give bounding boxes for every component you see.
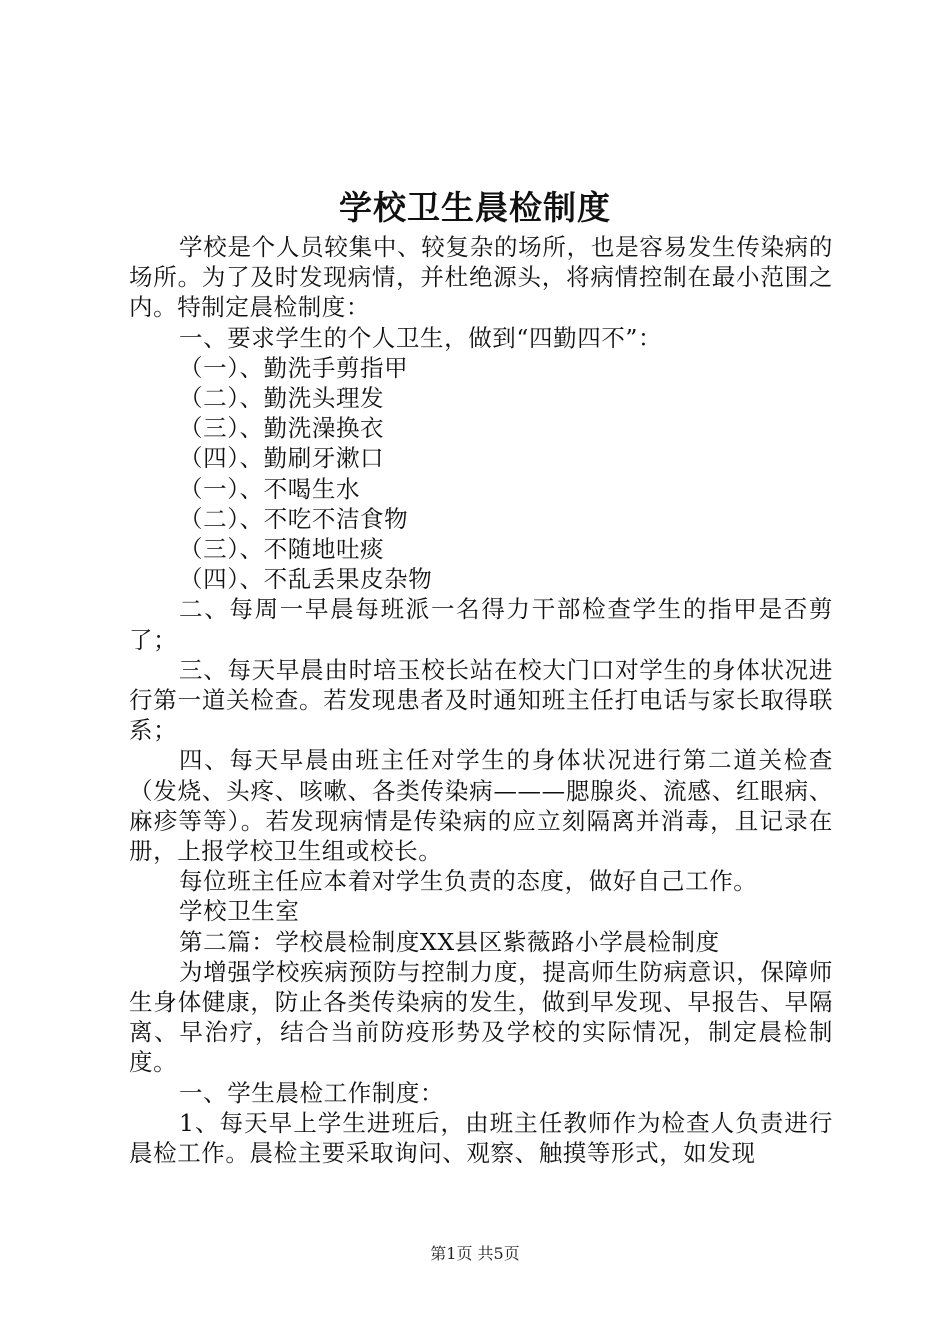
page-footer: 第1页 共5页 [430,1244,520,1263]
intro-paragraph: 学校是个人员较集中、较复杂的场所，也是容易发生传染病的场所。为了及时发现病情，并杜绝源头，将病情控制在最小范围之内。特制定晨检制度： [129,233,833,322]
list-item: （二）、勤洗头理发 [179,384,385,413]
document-body [129,232,833,1168]
body-paragraph: 三、每天早晨由时培玉校长站在校大门口对学生的身体状况进行第一道关检查。若发现患者及时通知班主任打电话与家长取得联系； [129,655,833,745]
document-title: 学校卫生晨检制度 [339,188,611,227]
second-article-heading: 第二篇：学校晨检制度XX县区紫薇路小学晨检制度 [179,927,720,956]
body-paragraph: 为增强学校疾病预防与控制力度，提高师生防病意识，保障师生身体健康，防止各类传染病的发生，做到早发现、早报告、早隔离、早治疗，结合当前防疫形势及学校的实际情况，制定晨检制度。 [129,957,833,1077]
list-item: （一）、勤洗手剪指甲 [179,353,409,382]
section-heading: 一、学生晨检工作制度： [179,1078,445,1107]
signature-line: 学校卫生室 [179,897,300,926]
list-item: （二）、不吃不洁食物 [179,504,409,533]
body-paragraph: 每位班主任应本着对学生负责的态度，做好自己工作。 [179,867,758,896]
section-heading: 一、要求学生的个人卫生，做到“四勤四不”： [179,323,663,352]
body-paragraph: 二、每周一早晨每班派一名得力干部检查学生的指甲是否剪了； [129,595,833,654]
list-item: （四）、不乱丢果皮杂物 [179,565,433,594]
list-item: （三）、勤洗澡换衣 [179,414,385,443]
body-paragraph: 1、每天早上学生进班后，由班主任教师作为检查人负责进行晨检工作。晨检主要采取询问、观察、触摸等形式，如发现 [129,1108,833,1168]
list-item: （一）、不喝生水 [179,474,361,503]
list-item: （三）、不随地吐痰 [179,535,385,564]
body-paragraph: 四、每天早晨由班主任对学生的身体状况进行第二道关检查（发烧、头疼、咳嗽、各类传染病———腮腺炎、流感、红眼病、麻疹等等）。若发现病情是传染病的应立刻隔离并消毒，且记录在册，上报学校卫生组或校长。 [129,746,833,866]
list-item: （四）、勤刷牙漱口 [179,444,385,473]
